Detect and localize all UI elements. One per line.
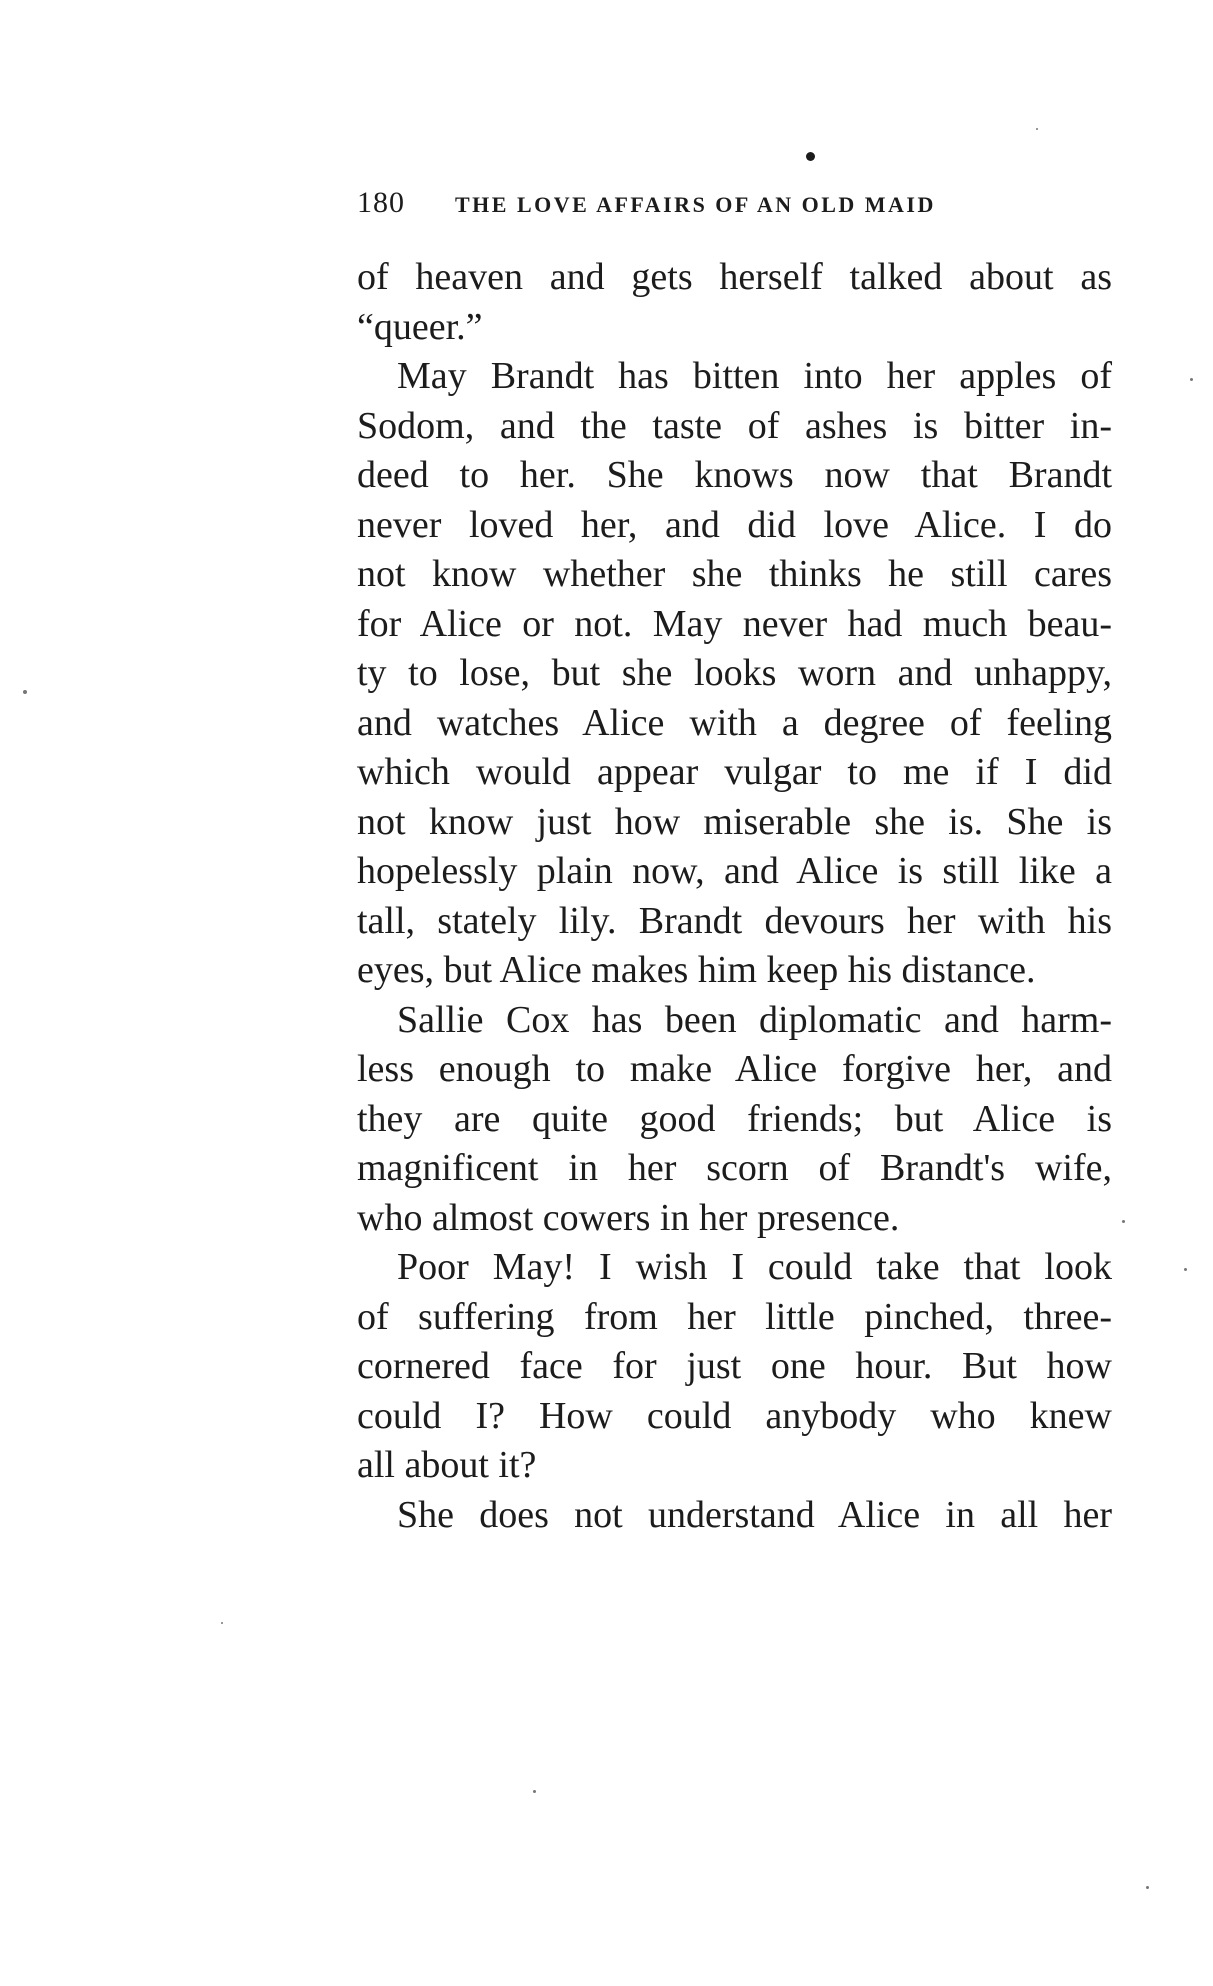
running-header bbox=[357, 186, 1117, 226]
paragraph-start-line: May Brandt has bitten into her apples of bbox=[397, 355, 1112, 397]
text-line: cornered face for just one hour. But how bbox=[357, 1345, 1112, 1387]
paper-speck bbox=[1122, 1220, 1125, 1223]
text-line: eyes, but Alice makes him keep his distance. bbox=[357, 949, 1036, 991]
paper-speck bbox=[1036, 128, 1038, 130]
paper-speck bbox=[1184, 1268, 1187, 1271]
text-line: they are quite good friends; but Alice is bbox=[357, 1098, 1112, 1140]
paper-speck bbox=[1190, 378, 1193, 381]
text-line: “queer.” bbox=[357, 306, 483, 348]
text-line: tall, stately lily. Brandt devours her with his bbox=[357, 900, 1112, 942]
text-line: magnificent in her scorn of Brandt's wife, bbox=[357, 1147, 1112, 1189]
text-line: for Alice or not. May never had much beau- bbox=[357, 603, 1112, 645]
running-title: THE LOVE AFFAIRS OF AN OLD MAID bbox=[455, 192, 936, 217]
text-line: hopelessly plain now, and Alice is still like a bbox=[357, 850, 1112, 892]
text-line: and watches Alice with a degree of feeling bbox=[357, 702, 1112, 744]
paragraph-start-line: Poor May! I wish I could take that look bbox=[397, 1246, 1112, 1288]
paragraph-start-line: She does not understand Alice in all her bbox=[397, 1494, 1112, 1536]
text-line: less enough to make Alice forgive her, and bbox=[357, 1048, 1112, 1090]
text-line: all about it? bbox=[357, 1444, 537, 1486]
text-line: Sodom, and the taste of ashes is bitter in- bbox=[357, 405, 1112, 447]
paragraph-start-line: Sallie Cox has been diplomatic and harm- bbox=[397, 999, 1112, 1041]
paper-speck bbox=[23, 690, 27, 694]
paper-speck bbox=[1146, 1886, 1149, 1889]
paper-speck bbox=[221, 1622, 223, 1624]
text-line: could I? How could anybody who knew bbox=[357, 1395, 1112, 1437]
page-number: 180 bbox=[357, 186, 405, 219]
ink-dot bbox=[806, 152, 815, 161]
text-line: of suffering from her little pinched, three- bbox=[357, 1296, 1112, 1338]
text-line: who almost cowers in her presence. bbox=[357, 1197, 900, 1239]
text-line: deed to her. She knows now that Brandt bbox=[357, 454, 1112, 496]
text-line: never loved her, and did love Alice. I do bbox=[357, 504, 1112, 546]
text-line: not know just how miserable she is. She is bbox=[357, 801, 1112, 843]
text-line: not know whether she thinks he still cares bbox=[357, 553, 1112, 595]
paper-speck bbox=[533, 1790, 536, 1793]
text-line: of heaven and gets herself talked about as bbox=[357, 256, 1112, 298]
text-line: which would appear vulgar to me if I did bbox=[357, 751, 1112, 793]
text-line: ty to lose, but she looks worn and unhappy, bbox=[357, 652, 1112, 694]
